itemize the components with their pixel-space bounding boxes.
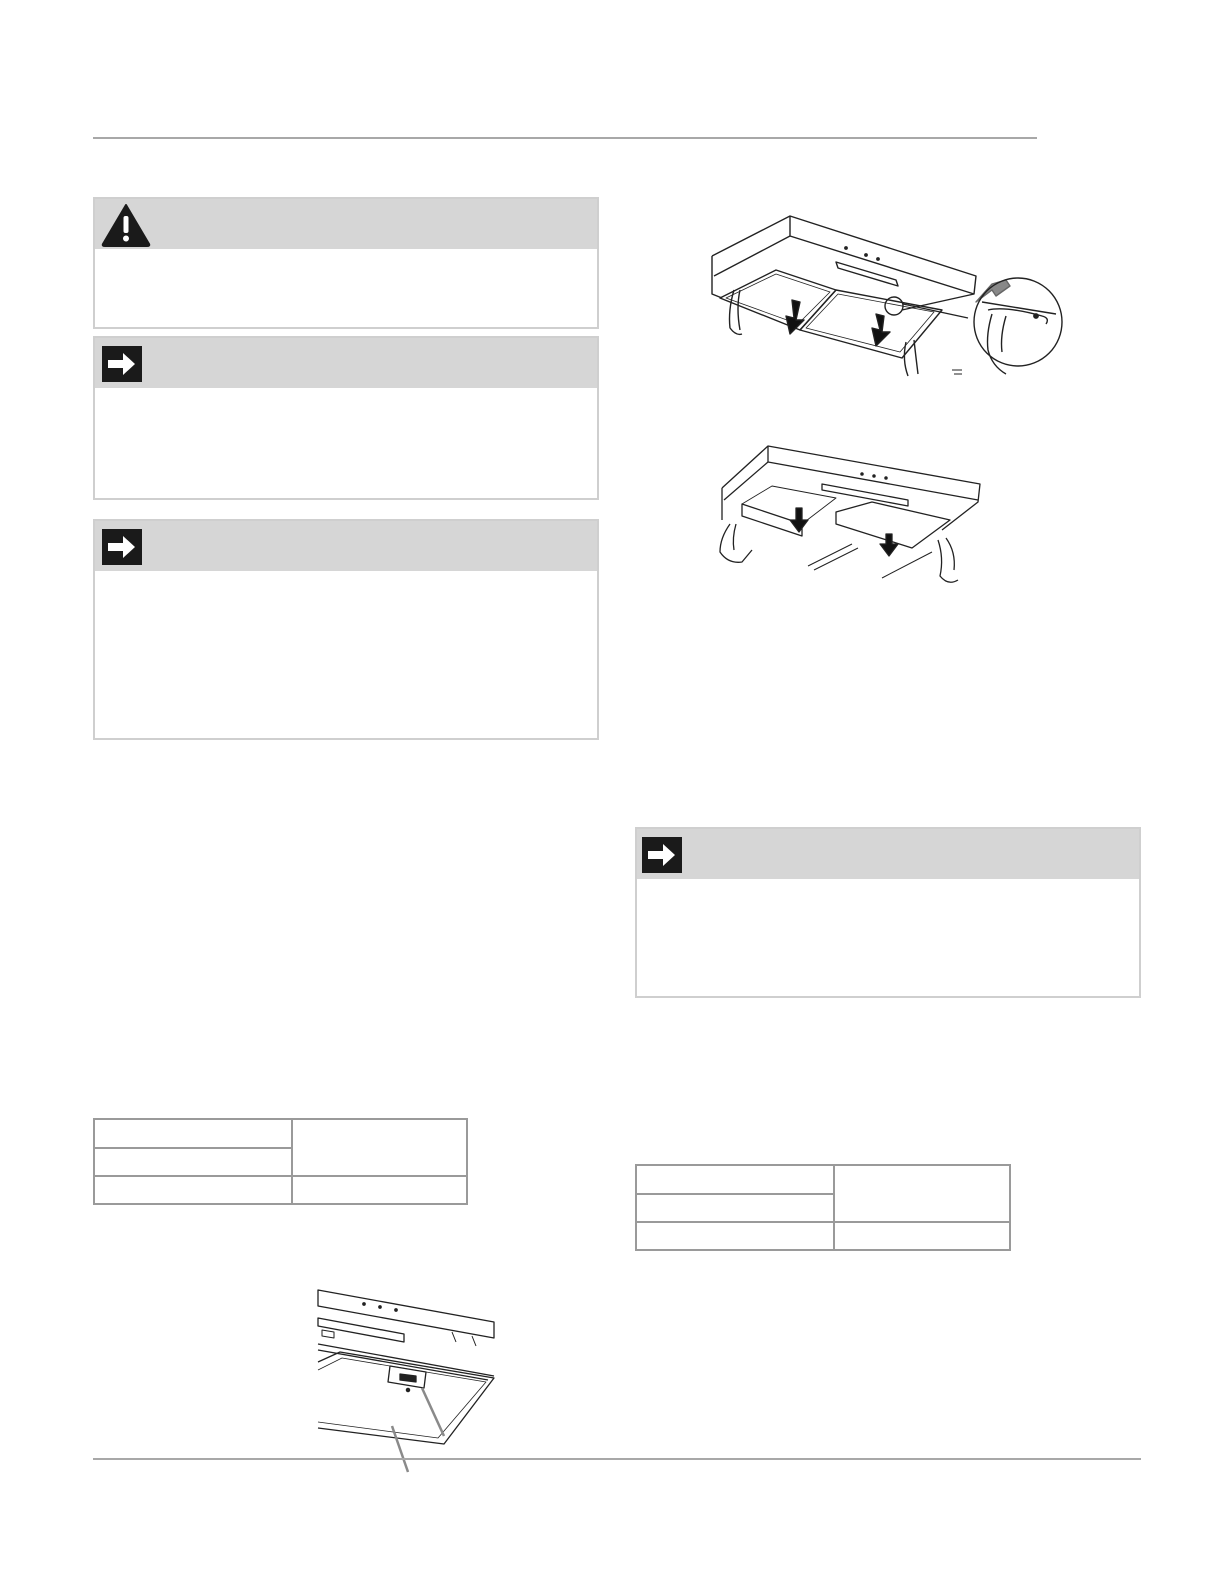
note-panel-header <box>637 829 1139 879</box>
top-rule <box>93 137 1037 139</box>
spec-table <box>635 1164 1011 1251</box>
table-cell <box>834 1165 1010 1222</box>
table-row <box>94 1119 467 1148</box>
arrow-right-icon <box>642 837 682 878</box>
warning-panel <box>93 197 599 329</box>
note-panel <box>93 519 599 740</box>
table-row <box>94 1176 467 1204</box>
note-panel-header <box>95 521 597 571</box>
arrow-right-icon <box>102 529 142 570</box>
warning-triangle-icon <box>101 203 151 252</box>
warning-panel-header <box>95 199 597 249</box>
latch-callout-line <box>422 1388 444 1436</box>
filter-callout-line <box>392 1426 408 1472</box>
table-cell <box>94 1119 292 1148</box>
table-row <box>636 1165 1010 1194</box>
table-cell <box>292 1119 467 1176</box>
filter-removal-illustration <box>706 210 1066 382</box>
callout-leaders <box>380 1380 450 1476</box>
arrow-right-icon <box>102 346 142 387</box>
table-cell <box>94 1148 292 1176</box>
table-cell <box>636 1165 834 1194</box>
table-cell <box>636 1222 834 1250</box>
note-panel-header <box>95 338 597 388</box>
table-cell <box>94 1176 292 1204</box>
note-panel <box>93 336 599 500</box>
note-panel <box>635 827 1141 998</box>
table-row <box>636 1222 1010 1250</box>
table-cell <box>834 1222 1010 1250</box>
bottom-rule <box>93 1458 1141 1460</box>
filter-install-illustration <box>712 440 992 590</box>
table-cell <box>292 1176 467 1204</box>
spec-table <box>93 1118 468 1205</box>
table-cell <box>636 1194 834 1222</box>
